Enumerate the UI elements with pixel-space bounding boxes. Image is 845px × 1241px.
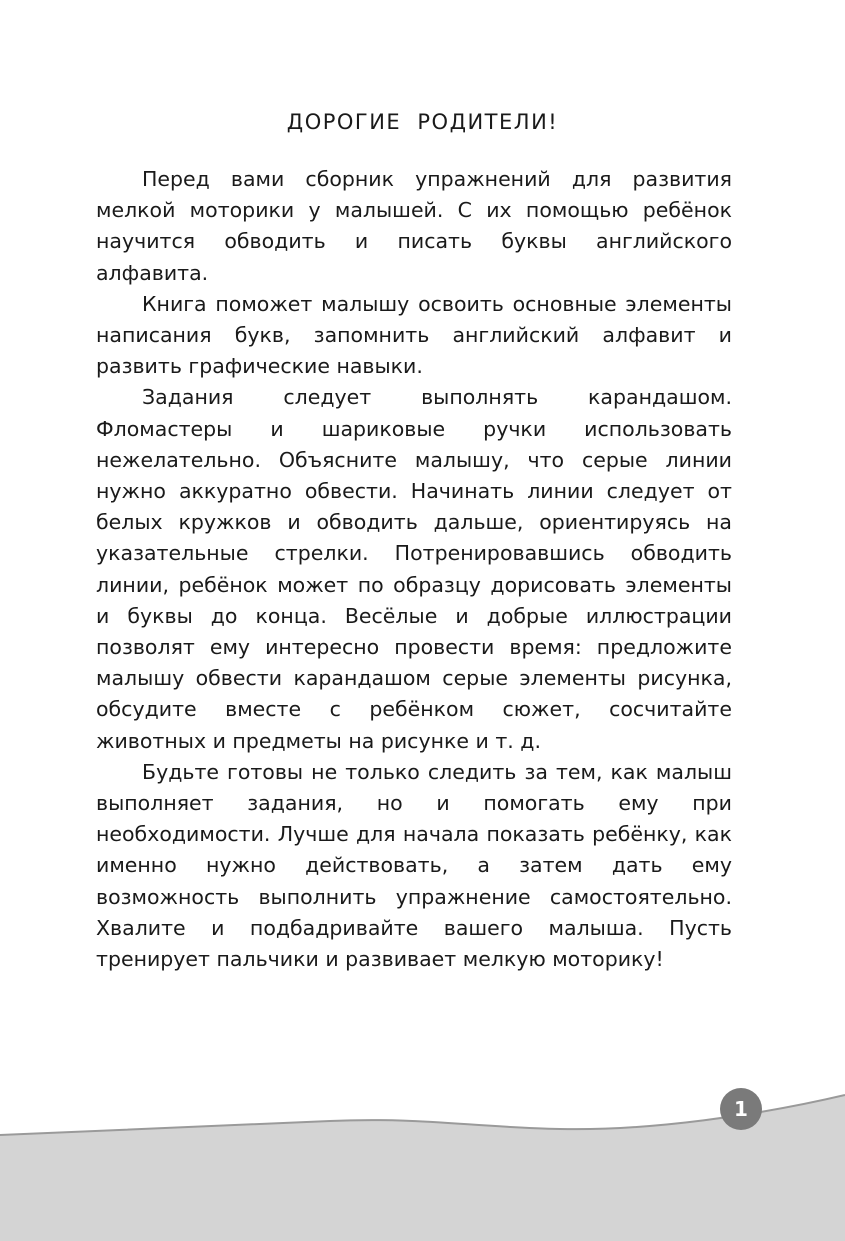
page-number-badge: 1 bbox=[720, 1088, 762, 1130]
footer-wave-decoration bbox=[0, 1085, 845, 1241]
body-text bbox=[96, 164, 732, 975]
paragraph-encouragement: Будьте готовы не только следить за тем, как малыш выполняет задания, но и помогать ему при необходимости. Лучше для начала показать ребёнку, как именно нужно действовать, а затем дать ему возможность выполнить упражнение самостоятельно. Хвалите и подбадривайте вашего малыша. Пусть тренирует пальчики и развивает мелкую моторику! bbox=[96, 759, 732, 972]
paragraph-instructions: Задания следует выполнять карандашом. Фломастеры и шариковые ручки использовать нежелательно. Объясните малышу, что серые линии нужно аккуратно обвести. Начинать линии следует от белых кружков и обводить дальше, ориентируясь на указательные стрелки. Потренировавшись обводить линии, ребёнок может по образцу дорисовать элементы и буквы до конца. Весёлые и добрые иллюстрации позволят ему интересно провести время: предложите малышу обвести карандашом серые элементы рисунка, обсудите вместе с ребёнком сюжет, сосчитайте животных и предметы на рисунке и т. д. bbox=[96, 385, 732, 753]
paragraph-goals: Книга поможет малышу освоить основные элементы написания букв, запомнить английский алфавит и развить графические навыки. bbox=[96, 291, 732, 379]
page-title: ДОРОГИЕ РОДИТЕЛИ! bbox=[286, 110, 559, 134]
footer-wave-fill bbox=[0, 1095, 845, 1241]
paragraph-intro: Перед вами сборник упражнений для развития мелкой моторики у малышей. С их помощью ребёнок научится обводить и писать буквы английского алфавита. bbox=[96, 167, 732, 285]
